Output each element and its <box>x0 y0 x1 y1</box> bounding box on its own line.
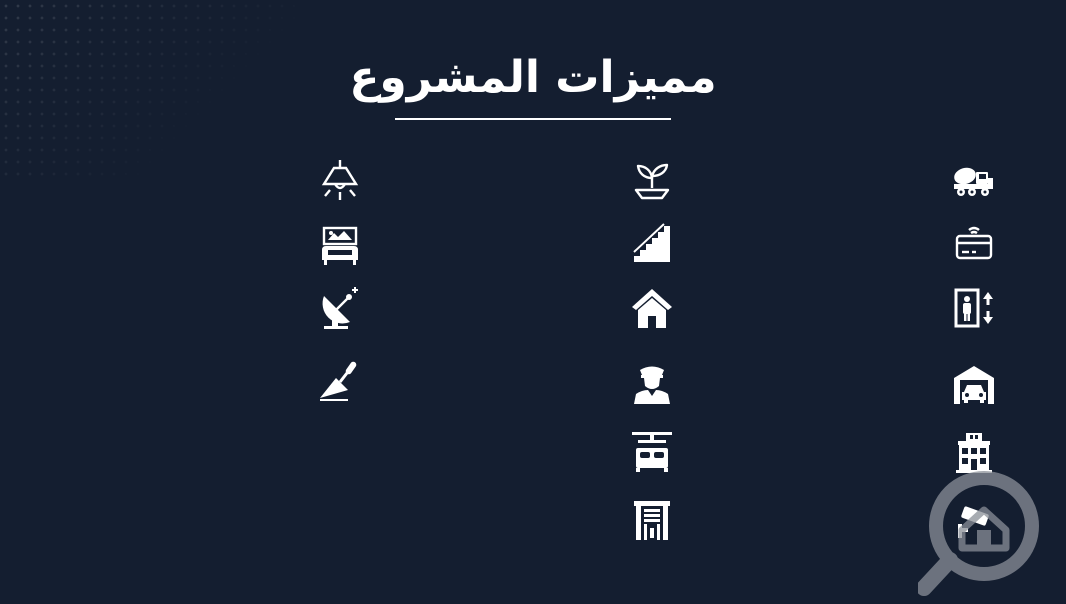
elevator-icon <box>952 286 996 330</box>
plaster-trowel-icon <box>318 360 362 404</box>
house-icon <box>630 286 674 330</box>
page-title: مميزات المشروع <box>349 52 717 103</box>
security-guard-icon <box>630 362 674 406</box>
concrete-mixer-truck-icon <box>952 158 996 202</box>
garage-gate-icon <box>630 498 674 542</box>
smart-card-icon <box>952 222 996 266</box>
garage-icon <box>952 362 996 406</box>
satellite-dish-icon <box>318 286 362 330</box>
title-underline <box>395 118 671 120</box>
plant-sprout-icon <box>630 158 674 202</box>
home-search-logo-icon <box>918 468 1066 600</box>
interior-decor-icon <box>318 224 362 268</box>
stairs-icon <box>630 222 674 266</box>
ceiling-lamp-icon <box>318 158 362 202</box>
ceiling-slab-icon <box>630 430 674 474</box>
